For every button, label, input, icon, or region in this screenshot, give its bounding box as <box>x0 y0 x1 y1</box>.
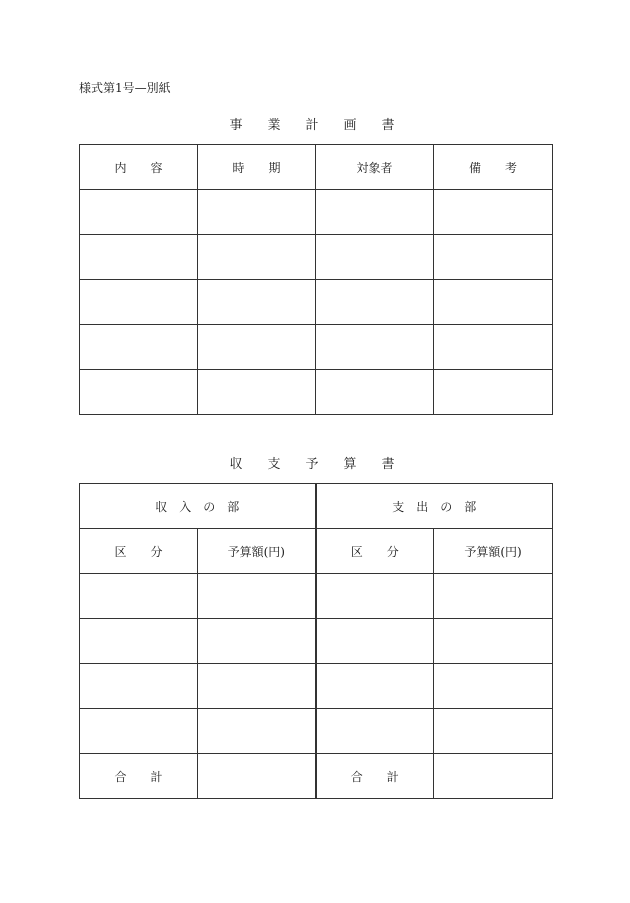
expense-total-value[interactable] <box>434 754 553 799</box>
income-amount-cell[interactable] <box>198 709 316 754</box>
plan-title <box>0 117 630 135</box>
income-amount-cell[interactable] <box>198 574 316 619</box>
income-amount-cell[interactable] <box>198 619 316 664</box>
plan-header-row <box>80 145 553 190</box>
plan-cell-remarks[interactable] <box>434 235 553 280</box>
income-amount-cell[interactable] <box>198 664 316 709</box>
expense-category-cell[interactable] <box>316 574 434 619</box>
expense-amount-header: 予算額(円) <box>434 529 553 574</box>
budget-row <box>80 709 553 754</box>
income-total-label: 合 計 <box>80 754 198 799</box>
expense-section-header: 支 出 の 部 <box>316 484 553 529</box>
plan-cell-period[interactable] <box>198 325 316 370</box>
expense-category-cell[interactable] <box>316 664 434 709</box>
plan-cell-content[interactable] <box>80 280 198 325</box>
plan-cell-content[interactable] <box>80 235 198 280</box>
plan-cell-content[interactable] <box>80 370 198 415</box>
plan-title-text: 事 業 計 画 書 <box>229 118 401 133</box>
plan-cell-period[interactable] <box>198 235 316 280</box>
plan-cell-period[interactable] <box>198 190 316 235</box>
expense-amount-cell[interactable] <box>434 574 553 619</box>
expense-amount-cell[interactable] <box>434 709 553 754</box>
plan-cell-target[interactable] <box>316 190 434 235</box>
income-category-cell[interactable] <box>80 709 198 754</box>
expense-category-header: 区 分 <box>316 529 434 574</box>
plan-cell-target[interactable] <box>316 370 434 415</box>
income-section-header: 収 入 の 部 <box>80 484 316 529</box>
plan-cell-remarks[interactable] <box>434 280 553 325</box>
income-category-cell[interactable] <box>80 619 198 664</box>
income-category-header: 区 分 <box>80 529 198 574</box>
income-amount-header: 予算額(円) <box>198 529 316 574</box>
plan-cell-target[interactable] <box>316 235 434 280</box>
budget-row <box>80 574 553 619</box>
plan-cell-content[interactable] <box>80 190 198 235</box>
plan-cell-period[interactable] <box>198 370 316 415</box>
plan-cell-remarks[interactable] <box>434 370 553 415</box>
plan-row <box>80 280 553 325</box>
plan-row <box>80 370 553 415</box>
plan-row <box>80 325 553 370</box>
budget-table <box>79 483 553 799</box>
budget-title-text: 収 支 予 算 書 <box>229 457 401 472</box>
budget-row <box>80 664 553 709</box>
form-label: 様式第1号—別紙 <box>79 81 171 95</box>
plan-header-content: 内 容 <box>80 145 198 190</box>
plan-cell-content[interactable] <box>80 325 198 370</box>
plan-cell-target[interactable] <box>316 280 434 325</box>
plan-row <box>80 190 553 235</box>
budget-column-row <box>80 529 553 574</box>
expense-category-cell[interactable] <box>316 709 434 754</box>
income-category-cell[interactable] <box>80 664 198 709</box>
plan-cell-remarks[interactable] <box>434 325 553 370</box>
plan-cell-period[interactable] <box>198 280 316 325</box>
plan-cell-remarks[interactable] <box>434 190 553 235</box>
plan-row <box>80 235 553 280</box>
plan-header-period: 時 期 <box>198 145 316 190</box>
expense-amount-cell[interactable] <box>434 619 553 664</box>
expense-amount-cell[interactable] <box>434 664 553 709</box>
expense-category-cell[interactable] <box>316 619 434 664</box>
income-total-value[interactable] <box>198 754 316 799</box>
expense-total-label: 合 計 <box>316 754 434 799</box>
income-category-cell[interactable] <box>80 574 198 619</box>
plan-header-remarks: 備 考 <box>434 145 553 190</box>
business-plan-table <box>79 144 553 415</box>
plan-cell-target[interactable] <box>316 325 434 370</box>
budget-section-row <box>80 484 553 529</box>
budget-row <box>80 619 553 664</box>
budget-title <box>0 456 630 474</box>
budget-total-row <box>80 754 553 799</box>
plan-header-target: 対象者 <box>316 145 434 190</box>
